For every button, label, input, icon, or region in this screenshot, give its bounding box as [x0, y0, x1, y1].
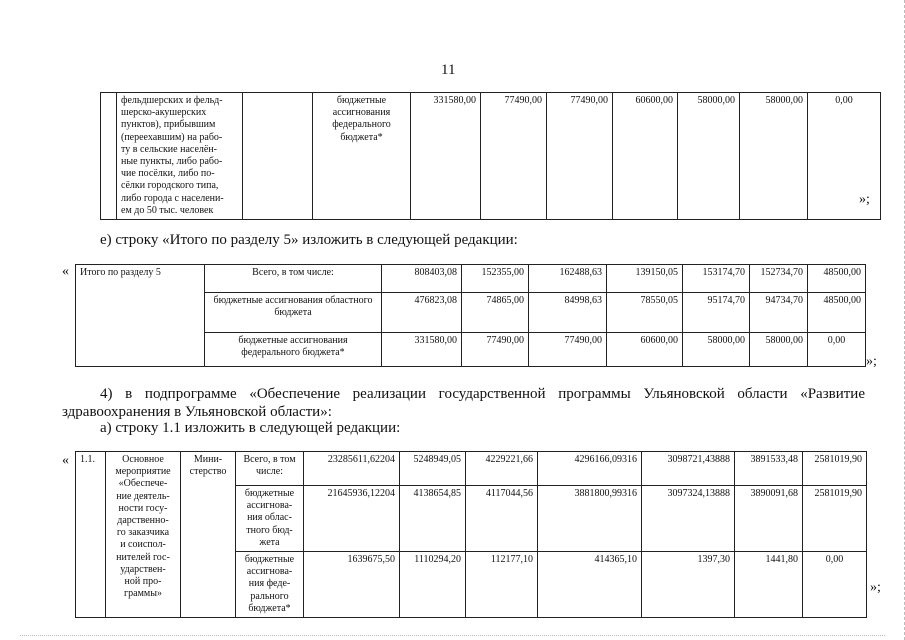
cell-line: бюджетные — [336, 95, 387, 106]
cell-line: Мини- — [193, 454, 223, 465]
cell-line: ем до 50 тыс. человек — [121, 204, 214, 216]
table-continuation — [100, 92, 881, 220]
value-cell: 21645936,12204 — [304, 486, 400, 552]
cell-line: ударствен- — [120, 563, 166, 575]
cell-line: сёлки городского типа, — [121, 180, 219, 192]
table-section5-total — [75, 264, 866, 367]
value-cell: 152734,70 — [750, 265, 808, 293]
paragraph-a: а) строку 1.1 изложить в следующей редакции: — [100, 420, 401, 436]
paragraph-e: е) строку «Итого по разделу 5» изложить в следующей редакции: — [100, 232, 518, 248]
cell-line: бюджетные — [244, 488, 295, 499]
funding-source: бюджетные ассигнования федерального бюджета* — [205, 333, 382, 367]
page-number: 11 — [441, 62, 456, 78]
value-cell: 3098721,43888 — [642, 452, 735, 486]
value-cell: 331580,00 — [382, 333, 462, 367]
value-cell: 48500,00 — [808, 265, 866, 293]
value-cell: 3891533,48 — [735, 452, 803, 486]
funding-source — [236, 551, 304, 617]
value-cell: 4138654,85 — [400, 486, 466, 552]
value-cell: 1441,80 — [735, 551, 803, 617]
value-cell: 139150,05 — [607, 265, 683, 293]
cell-line: фельдшерских и фельд- — [121, 95, 223, 106]
cell-line: чие посёлки, либо по- — [121, 168, 215, 180]
cell-line: ной про- — [124, 575, 162, 587]
section-total-label: Итого по разделу 5 — [76, 265, 205, 367]
cell-line: шерско-акушерских — [121, 107, 207, 119]
cell-line: «Обеспече- — [118, 478, 168, 490]
cell-line: ности госу- — [118, 502, 168, 514]
value-cell: 3097324,13888 — [642, 486, 735, 552]
cell-line: ние деятель- — [116, 490, 170, 502]
value-cell: 1639675,50 — [304, 551, 400, 617]
value-cell: 414365,10 — [538, 551, 642, 617]
funding-source — [236, 452, 304, 486]
value-cell: 2581019,90 — [803, 452, 867, 486]
value-cell: 58000,00 — [678, 93, 740, 220]
cell-line: ния феде- — [248, 578, 291, 590]
cell-line: ассигнова- — [246, 566, 293, 578]
measure-description — [106, 452, 181, 618]
cell-line: стерство — [189, 466, 227, 478]
value-cell: 0,00 — [808, 93, 881, 220]
value-cell: 4117044,56 — [466, 486, 538, 552]
value-cell: 162488,63 — [529, 265, 607, 293]
value-cell: 1110294,20 — [400, 551, 466, 617]
paragraph-4-line1: 4) в подпрограмме «Обеспечение реализации государственной программы Ульяновской области «Развитие — [100, 386, 865, 402]
cell-line: бюджета* — [248, 602, 291, 614]
cell-line: ния облас- — [247, 512, 292, 524]
executor-cell — [243, 93, 313, 220]
value-cell: 153174,70 — [683, 265, 750, 293]
cell-line: (переехавшим) на рабо- — [121, 131, 223, 143]
value-cell: 95174,70 — [683, 293, 750, 333]
executor-cell — [181, 452, 236, 618]
cell-line: либо города с населени- — [121, 192, 224, 204]
value-cell: 2581019,90 — [803, 486, 867, 552]
value-cell: 3890091,68 — [735, 486, 803, 552]
value-cell: 152355,00 — [462, 265, 529, 293]
closing-quote: »; — [866, 354, 877, 369]
value-cell: 58000,00 — [750, 333, 808, 367]
value-cell: 331580,00 — [411, 93, 481, 220]
value-cell: 77490,00 — [462, 333, 529, 367]
value-cell: 77490,00 — [547, 93, 613, 220]
value-cell: 3881800,99316 — [538, 486, 642, 552]
cell-line: го заказчика — [116, 527, 170, 539]
value-cell: 60600,00 — [607, 333, 683, 367]
value-cell: 5248949,05 — [400, 452, 466, 486]
value-cell: 58000,00 — [740, 93, 808, 220]
value-cell: 77490,00 — [481, 93, 547, 220]
cell-line: и соиспол- — [120, 539, 166, 551]
value-cell: 60600,00 — [613, 93, 678, 220]
value-cell: 84998,63 — [529, 293, 607, 333]
cell-line: рального — [250, 590, 289, 602]
closing-quote: »; — [870, 580, 881, 595]
value-cell: 0,00 — [803, 551, 867, 617]
opening-quote: « — [62, 453, 69, 468]
closing-quote: »; — [859, 192, 870, 207]
cell-line: тного бюд- — [246, 524, 293, 536]
value-cell: 112177,10 — [466, 551, 538, 617]
cell-line: жета — [259, 536, 280, 548]
cell-line: ту в сельские населён- — [121, 143, 217, 155]
value-cell: 808403,08 — [382, 265, 462, 293]
value-cell: 77490,00 — [529, 333, 607, 367]
cell-line: федерального — [332, 119, 391, 131]
cell-line: мероприятие — [115, 466, 171, 478]
cell-line: дарственно- — [117, 514, 169, 526]
cell-line: ассигнова- — [246, 500, 293, 512]
value-cell: 23285611,62204 — [304, 452, 400, 486]
funding-source — [313, 93, 411, 220]
table-cell-empty — [101, 93, 117, 220]
value-cell: 74865,00 — [462, 293, 529, 333]
funding-source: бюджетные ассигнования областного бюджета — [205, 293, 382, 333]
scan-edge — [20, 634, 885, 636]
value-cell: 4229221,66 — [466, 452, 538, 486]
row-number: 1.1. — [76, 452, 106, 618]
cell-line: числе: — [255, 466, 284, 478]
cell-line: бюджета* — [340, 131, 383, 143]
measure-description — [117, 93, 243, 220]
funding-source: Всего, в том числе: — [205, 265, 382, 293]
table-measure-1-1 — [75, 451, 867, 618]
funding-source — [236, 486, 304, 552]
cell-line: ные пункты, либо рабо- — [121, 155, 223, 167]
cell-line: граммы» — [124, 588, 162, 600]
cell-line: Всего, в том — [243, 454, 296, 465]
value-cell: 4296166,09316 — [538, 452, 642, 486]
cell-line: ассигнования — [332, 107, 391, 119]
value-cell: 58000,00 — [683, 333, 750, 367]
cell-line: Основное — [122, 454, 164, 465]
cell-line: бюджетные — [244, 553, 295, 565]
value-cell: 476823,08 — [382, 293, 462, 333]
value-cell: 78550,05 — [607, 293, 683, 333]
value-cell: 0,00 — [808, 333, 866, 367]
value-cell: 48500,00 — [808, 293, 866, 333]
opening-quote: « — [62, 264, 69, 279]
value-cell: 94734,70 — [750, 293, 808, 333]
cell-line: нителей гос- — [116, 551, 170, 563]
cell-line: пунктов), прибывшим — [121, 119, 216, 131]
value-cell: 1397,30 — [642, 551, 735, 617]
paragraph-4-line2: здравоохранения в Ульяновской области»: — [62, 404, 332, 420]
